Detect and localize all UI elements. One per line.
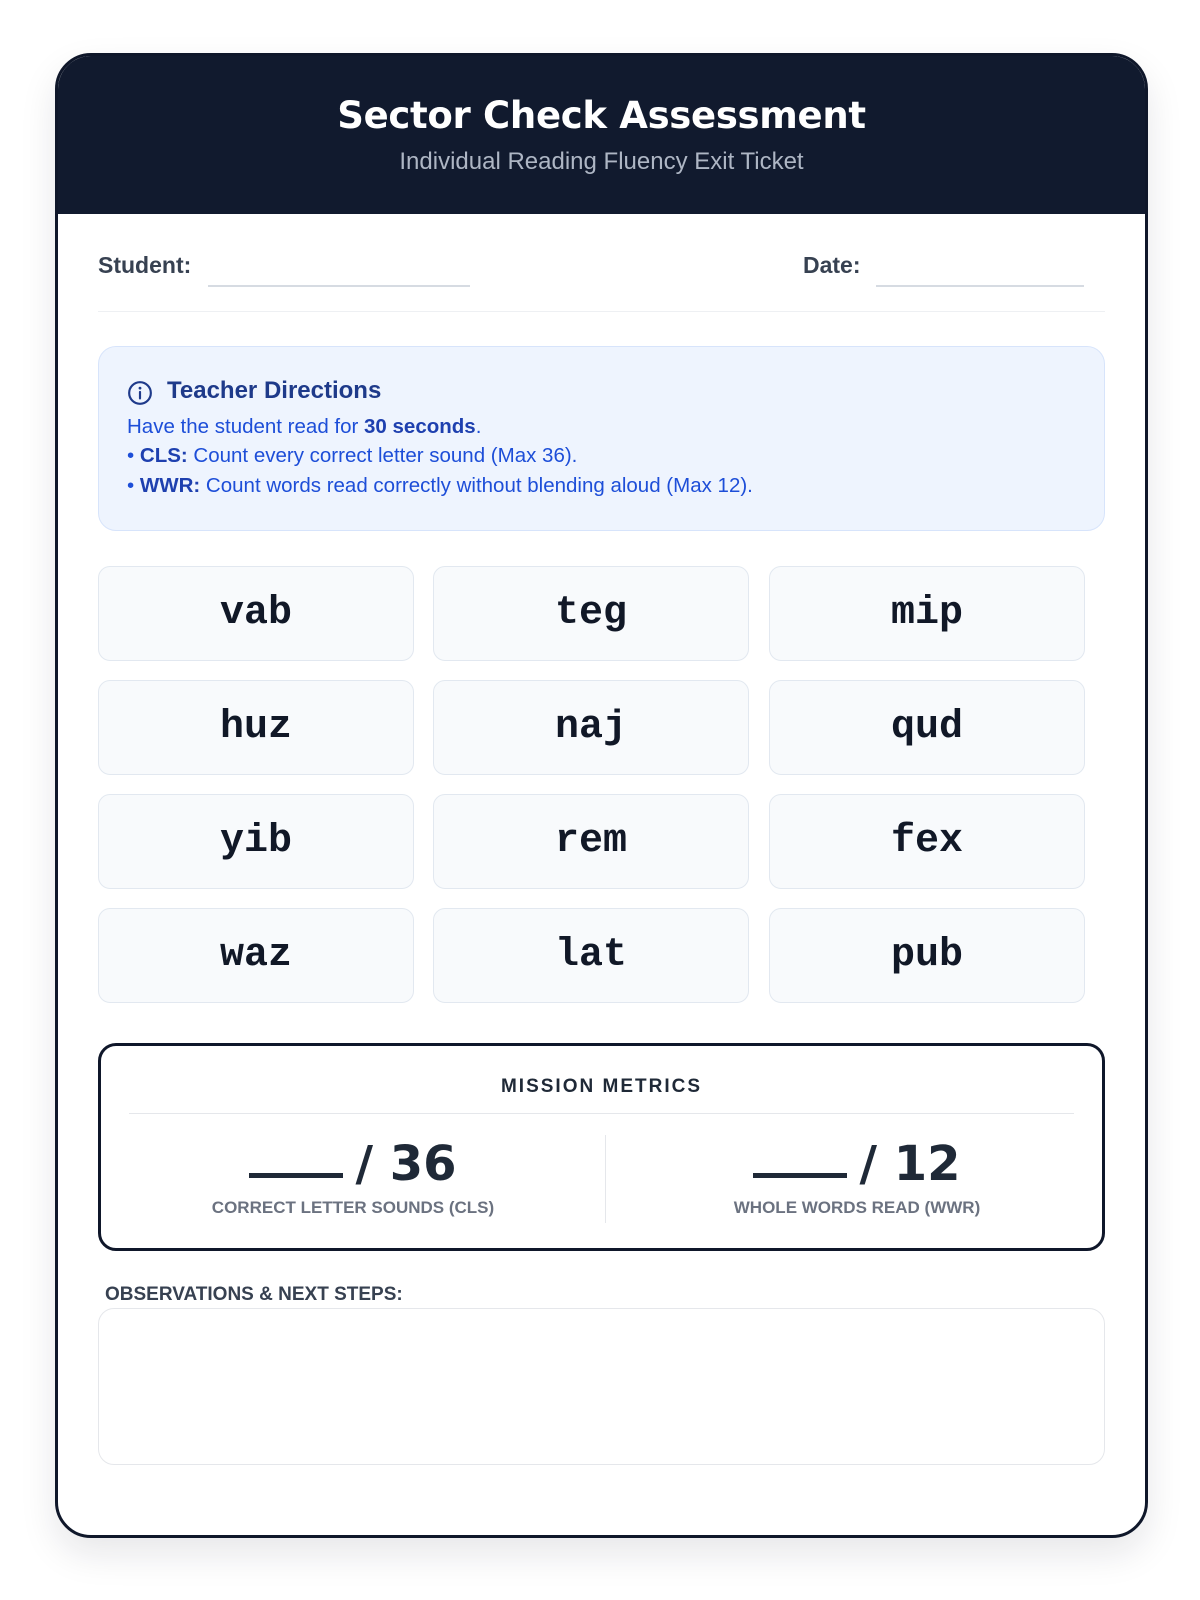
observations-field[interactable] (98, 1308, 1105, 1465)
observations-label: OBSERVATIONS & NEXT STEPS: (105, 1284, 403, 1305)
assessment-card (55, 53, 1148, 1538)
duration-value: 30 seconds (364, 415, 476, 438)
wwr-score-blank[interactable] (753, 1173, 847, 1178)
bullet: • (127, 444, 135, 467)
cls-metric (101, 1136, 605, 1218)
page-subtitle: Individual Reading Fluency Exit Ticket (399, 148, 804, 175)
cls-score-blank[interactable] (249, 1173, 343, 1178)
cls-score (249, 1136, 456, 1192)
wwr-max: / 12 (859, 1136, 961, 1192)
student-label: Student: (98, 252, 192, 278)
cls-term: CLS: (139, 444, 188, 467)
metrics-title: MISSION METRICS (500, 1076, 702, 1097)
word-card[interactable]: waz (98, 908, 414, 1003)
wwr-label: WHOLE WORDS READ (WWR) (733, 1198, 981, 1217)
info-circle-icon (127, 380, 153, 406)
word-card[interactable]: huz (98, 680, 414, 775)
word-card[interactable]: pub (769, 908, 1085, 1003)
bullet: • (127, 474, 135, 497)
word-card[interactable]: rem (433, 794, 749, 889)
header (58, 56, 1145, 214)
directions-line-cls (127, 444, 577, 468)
word-card[interactable]: qud (769, 680, 1085, 775)
metrics-divider-line (129, 1113, 1074, 1114)
duration-text: Have the student read for (127, 415, 365, 438)
teacher-directions-panel (98, 346, 1105, 531)
wwr-description: Count words read correctly without blending aloud (Max 12). (200, 474, 753, 497)
student-info-row (98, 252, 1105, 312)
wwr-term: WWR: (139, 474, 201, 497)
word-card[interactable]: fex (769, 794, 1085, 889)
directions-line-wwr (127, 474, 753, 498)
word-card[interactable]: lat (433, 908, 749, 1003)
wwr-metric (605, 1136, 1109, 1218)
wwr-score (753, 1136, 960, 1192)
mission-metrics-panel (98, 1043, 1105, 1251)
cls-max: / 36 (355, 1136, 457, 1192)
directions-line-duration (127, 415, 481, 439)
page-title: Sector Check Assessment (337, 94, 866, 137)
date-field[interactable] (876, 285, 1084, 287)
word-card[interactable]: yib (98, 794, 414, 889)
word-card[interactable]: teg (433, 566, 749, 661)
directions-title: Teacher Directions (167, 377, 382, 404)
cls-description: Count every correct letter sound (Max 36). (187, 444, 578, 467)
date-label: Date: (803, 252, 861, 278)
word-card[interactable]: vab (98, 566, 414, 661)
cls-label: CORRECT LETTER SOUNDS (CLS) (211, 1198, 495, 1217)
student-name-field[interactable] (208, 285, 470, 287)
word-card[interactable]: naj (433, 680, 749, 775)
duration-suffix: . (475, 415, 482, 438)
word-card[interactable]: mip (769, 566, 1085, 661)
